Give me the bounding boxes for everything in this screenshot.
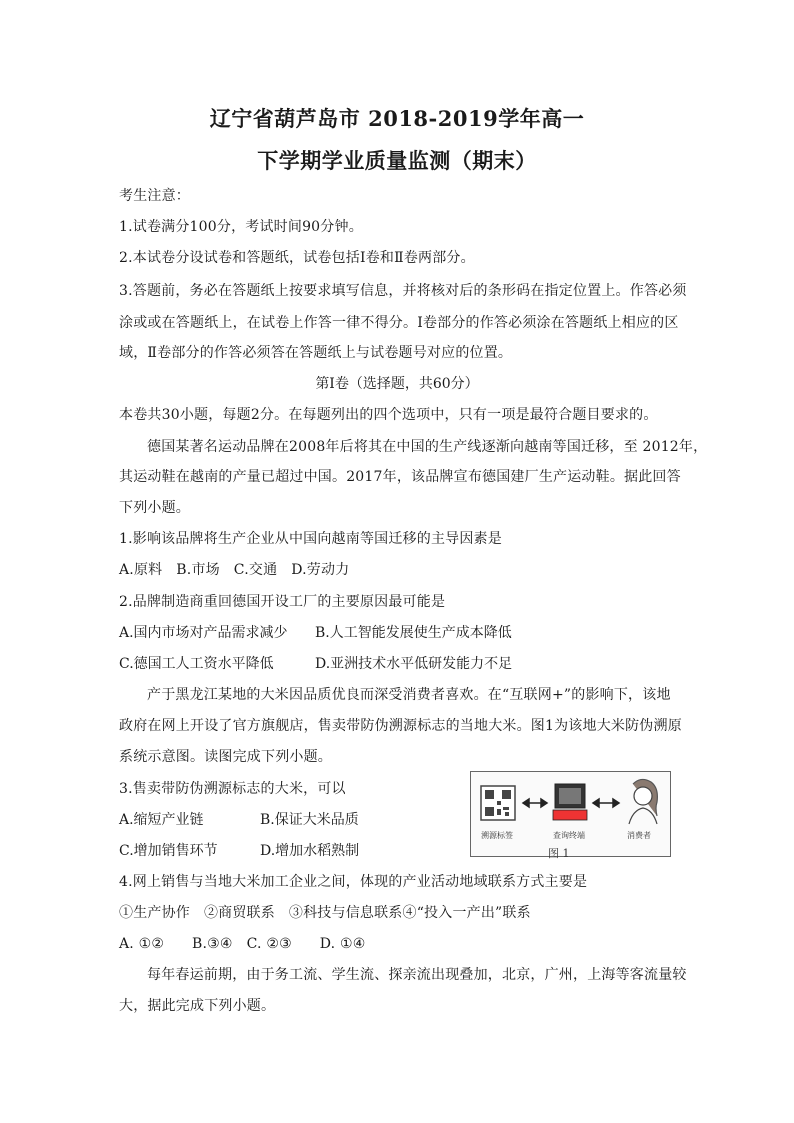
section-heading: 第Ⅰ卷（选择题，共60分） [315,376,479,392]
notes-heading: 考生注意： [119,188,190,204]
exam-title-line1: 辽宁省葫芦岛市 2018-2019学年高一 [209,106,585,131]
question-2-option-a: A.国内市场对产品需求减少 [119,625,288,641]
passage-line: 政府在网上开设了官方旗舰店，售卖带防伪溯源标志的当地大米。图1为该地大米防伪溯原 [119,718,682,734]
note-item: 1.试卷满分100分，考试时间90分钟。 [119,219,363,235]
question-3-option-a: A.缩短产业链 [119,812,204,828]
question-3-option-d: D.增加水稻熟制 [260,843,360,859]
passage-line: 系统示意图。读图完成下列小题。 [119,749,332,765]
question-2-stem: 2.品牌制造商重回德国开设工厂的主要原因最可能是 [119,594,446,610]
question-1-options: A.原料 B.市场 C.交通 D.劳动力 [119,562,350,578]
question-4-options: A. ①② B.③④ C. ②③ D. ①④ [119,936,366,952]
consumer-icon [629,779,657,824]
figure-1-diagram [470,771,671,857]
note-item: 3.答题前，务必在答题纸上按要求填写信息，并将核对后的条形码在指定位置上。作答必须 [119,283,687,299]
question-1-stem: 1.影响该品牌将生产企业从中国向越南等国迁移的主导因素是 [119,531,502,547]
question-4-choices: ①生产协作 ②商贸联系 ③科技与信息联系④“投入一产出”联系 [119,905,531,921]
figure-1-caption: 图 1 [548,847,570,860]
question-4-stem: 4.网上销售与当地大米加工企业之间，体现的产业活动地域联系方式主要是 [119,874,588,890]
question-2-option-b: B.人工智能发展使生产成本降低 [315,625,512,641]
question-3-option-b: B.保证大米品质 [260,812,359,828]
note-item: 涂或或在答题纸上，在试卷上作答一律不得分。Ⅰ卷部分的作答必须涂在答题纸上相应的区 [119,315,679,331]
figure-label-tag: 溯源标签 [481,831,513,840]
passage-line: 其运动鞋在越南的产量已超过中国。2017年，该品牌宣布德国建厂生产运动鞋。据此回答 [119,469,681,485]
passage-line: 产于黑龙江某地的大米因品质优良而深受消费者喜欢。在“互联网+”的影响下，该地 [147,687,671,703]
passage-line: 每年春运前期，由于务工流、学生流、探亲流出现叠加，北京，广州，上海等客流量较 [147,967,687,983]
note-item: 域，Ⅱ卷部分的作答必须答在答题纸上与试卷题号对应的位置。 [119,345,513,361]
qr-code-icon [481,786,515,820]
figure-label-terminal: 查询终端 [553,831,585,840]
double-arrow-icon [593,799,619,807]
passage-line: 下列小题。 [119,500,190,516]
note-item: 2.本试卷分设试卷和答题纸，试卷包括Ⅰ卷和Ⅱ卷两部分。 [119,250,475,266]
section-intro: 本卷共30小题，每题2分。在每题列出的四个选项中，只有一项是最符合题目要求的。 [119,407,658,423]
passage-line: 德国某著名运动品牌在2008年后将其在中国的生产线逐渐向越南等国迁移，至 2012年， [147,439,708,455]
question-3-stem: 3.售卖带防伪溯源标志的大米，可以 [119,781,346,797]
exam-title-line2: 下学期学业质量监测（期末） [257,148,537,173]
double-arrow-icon [523,799,547,807]
passage-line: 大，据此完成下列小题。 [119,998,276,1014]
question-2-option-d: D.亚洲技术水平低研发能力不足 [315,656,513,672]
question-3-option-c: C.增加销售环节 [119,843,218,859]
query-terminal-icon [553,784,587,820]
figure-label-consumer: 消费者 [627,831,651,840]
question-2-option-c: C.德国工人工资水平降低 [119,656,274,672]
